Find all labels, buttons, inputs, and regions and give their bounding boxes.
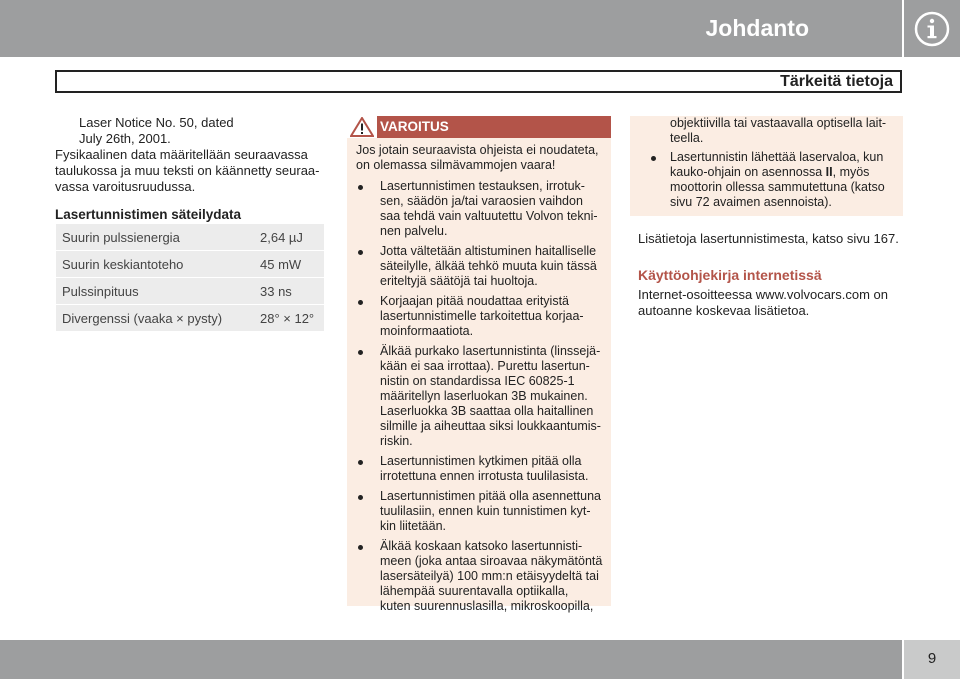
table-cell-value: 28° × 12° — [260, 305, 324, 332]
page-number-box — [904, 640, 960, 679]
paragraph-line: Internet-osoitteessa www.volvocars.com on — [638, 287, 888, 302]
section-title: Tärkeitä tietoja — [780, 73, 893, 90]
list-item-line: sen, säädön ja/tai varaosien vaihdon — [380, 194, 583, 208]
column-1 — [55, 115, 325, 195]
list-item — [356, 489, 606, 534]
list-item-line: Lasertunnistimen pitää olla asennettuna — [380, 489, 601, 503]
list-item-line: tuulilasiin, ennen kuin tunnistimen kyt- — [380, 504, 591, 518]
continued-line: objektiivilla tai vastaavalla optisella lait- — [670, 116, 887, 130]
warning-body — [356, 143, 606, 619]
table-cell-label: Divergenssi (vaaka × pysty) — [56, 305, 260, 332]
laser-notice — [55, 115, 325, 147]
notice-line: Laser Notice No. 50, dated — [79, 115, 234, 130]
table-cell-value: 2,64 µJ — [260, 224, 324, 251]
list-item-line: moottorin ollessa sammutettuna (katso — [670, 180, 885, 194]
table-row — [56, 305, 324, 332]
warning-panel — [347, 116, 611, 613]
list-item-line: säteilylle, älkää tehkö muuta kuin tässä — [380, 259, 597, 273]
warning-list — [356, 179, 606, 614]
info-box — [904, 0, 960, 57]
table-title: Lasertunnistimen säteilydata — [55, 207, 242, 222]
table-cell-label: Pulssinpituus — [56, 278, 260, 305]
paragraph-line: vassa varoitusruudussa. — [55, 179, 196, 194]
list-item-line: Korjaajan pitää noudattaa erityistä — [380, 294, 570, 308]
list-item-line: määritellyn laserluokan 3B mukainen. — [380, 389, 588, 403]
warning-label: VAROITUS — [380, 119, 449, 134]
warning-icon-box — [347, 116, 377, 138]
list-item — [356, 244, 606, 289]
manual-paragraph — [638, 287, 903, 319]
list-item-line: kin liitetään. — [380, 519, 447, 533]
warning-triangle-icon — [350, 117, 374, 137]
header-bar — [0, 0, 902, 57]
list-item-line: nen palvelu. — [380, 224, 448, 238]
page-number: 9 — [927, 650, 937, 667]
table-cell-label: Suurin pulssienergia — [56, 224, 260, 251]
list-item — [639, 150, 901, 210]
warning-continued-body — [639, 116, 901, 210]
warning-header — [347, 116, 611, 138]
list-item-text: kauko-ohjain on asennossa — [670, 165, 826, 179]
list-item-line: Lasertunnistin lähettää laservaloa, kun — [670, 150, 884, 164]
paragraph-line: Fysikaalinen data määritellään seuraavassa — [55, 147, 308, 162]
footer-bar — [0, 640, 902, 679]
list-item-line: Jotta vältetään altistuminen haitalliselle — [380, 244, 597, 258]
list-item — [356, 294, 606, 339]
warning-intro-line: Jos jotain seuraavista ohjeista ei noudateta, — [356, 143, 599, 157]
continued-list — [639, 150, 901, 210]
list-item-line: Laserluokka 3B saattaa olla haitallinen — [380, 404, 594, 418]
radiation-data-table — [56, 224, 324, 332]
list-item-line: irrotettuna ennen irrotusta tuulilasista. — [380, 469, 589, 483]
list-item-line: saa tehdä vain valtuutettu Volvon tekni- — [380, 209, 598, 223]
table-cell-value: 33 ns — [260, 278, 324, 305]
notice-line: July 26th, 2001. — [79, 131, 171, 146]
list-item — [356, 454, 606, 484]
list-item-line: eriteltyjä säätöjä tai huoltoja. — [380, 274, 538, 288]
list-item-line: riskin. — [380, 434, 413, 448]
key-position-label: II — [825, 165, 833, 179]
list-item-line: lähempää suurentavalla optiikalla, — [380, 584, 569, 598]
list-item-text: , myös — [832, 165, 870, 179]
continued-text — [639, 116, 901, 146]
chapter-title: Johdanto — [705, 15, 809, 41]
list-item-line: sivu 72 avaimen asennoista). — [670, 195, 832, 209]
continued-line: teella. — [670, 131, 704, 145]
table-row — [56, 251, 324, 278]
table-cell-value: 45 mW — [260, 251, 324, 278]
list-item-line: Lasertunnistimen kytkimen pitää olla — [380, 454, 582, 468]
list-item — [356, 344, 606, 449]
table-row — [56, 278, 324, 305]
intro-paragraph — [55, 147, 325, 195]
list-item-line: Lasertunnistimen testauksen, irrotuk- — [380, 179, 585, 193]
info-icon — [913, 10, 951, 48]
list-item-line: kuten suurennuslasilla, mikroskoopilla, — [380, 599, 594, 613]
list-item-line — [670, 165, 901, 180]
list-item-line: lasertunnistimelle tarkoitettua korjaa- — [380, 309, 584, 323]
warning-intro-line: on olemassa silmävammojen vaara! — [356, 158, 556, 172]
paragraph-line: taulukossa ja muu teksti on käännetty seuraa- — [55, 163, 320, 178]
list-item — [356, 539, 606, 614]
table-row — [56, 224, 324, 251]
table-cell-label: Suurin keskiantoteho — [56, 251, 260, 278]
list-item-line: silmille ja aiheuttaa siksi loukkaantumis- — [380, 419, 601, 433]
list-item-line: nistin on standardissa IEC 60825-1 — [380, 374, 575, 388]
section-header-box — [55, 70, 902, 93]
list-item — [356, 179, 606, 239]
paragraph-line: autoanne koskevaa lisätietoa. — [638, 303, 810, 318]
warning-continued-panel — [630, 116, 903, 216]
list-item-line: meen (joka antaa siroavaa näkymätöntä — [380, 554, 603, 568]
manual-heading: Käyttöohjekirja internetissä — [638, 267, 822, 283]
more-info-text: Lisätietoja lasertunnistimesta, katso sivu 167. — [638, 231, 899, 246]
list-item-line: Älkää purkako lasertunnistinta (linssejä- — [380, 344, 601, 358]
list-item-line: kään ei saa irrottaa). Purettu lasertun- — [380, 359, 590, 373]
list-item-line: lasersäteilyä) 100 mm:n etäisyydeltä tai — [380, 569, 599, 583]
list-item-line: Älkää koskaan katsoko lasertunnisti- — [380, 539, 583, 553]
list-item-line: moinformaatiota. — [380, 324, 474, 338]
